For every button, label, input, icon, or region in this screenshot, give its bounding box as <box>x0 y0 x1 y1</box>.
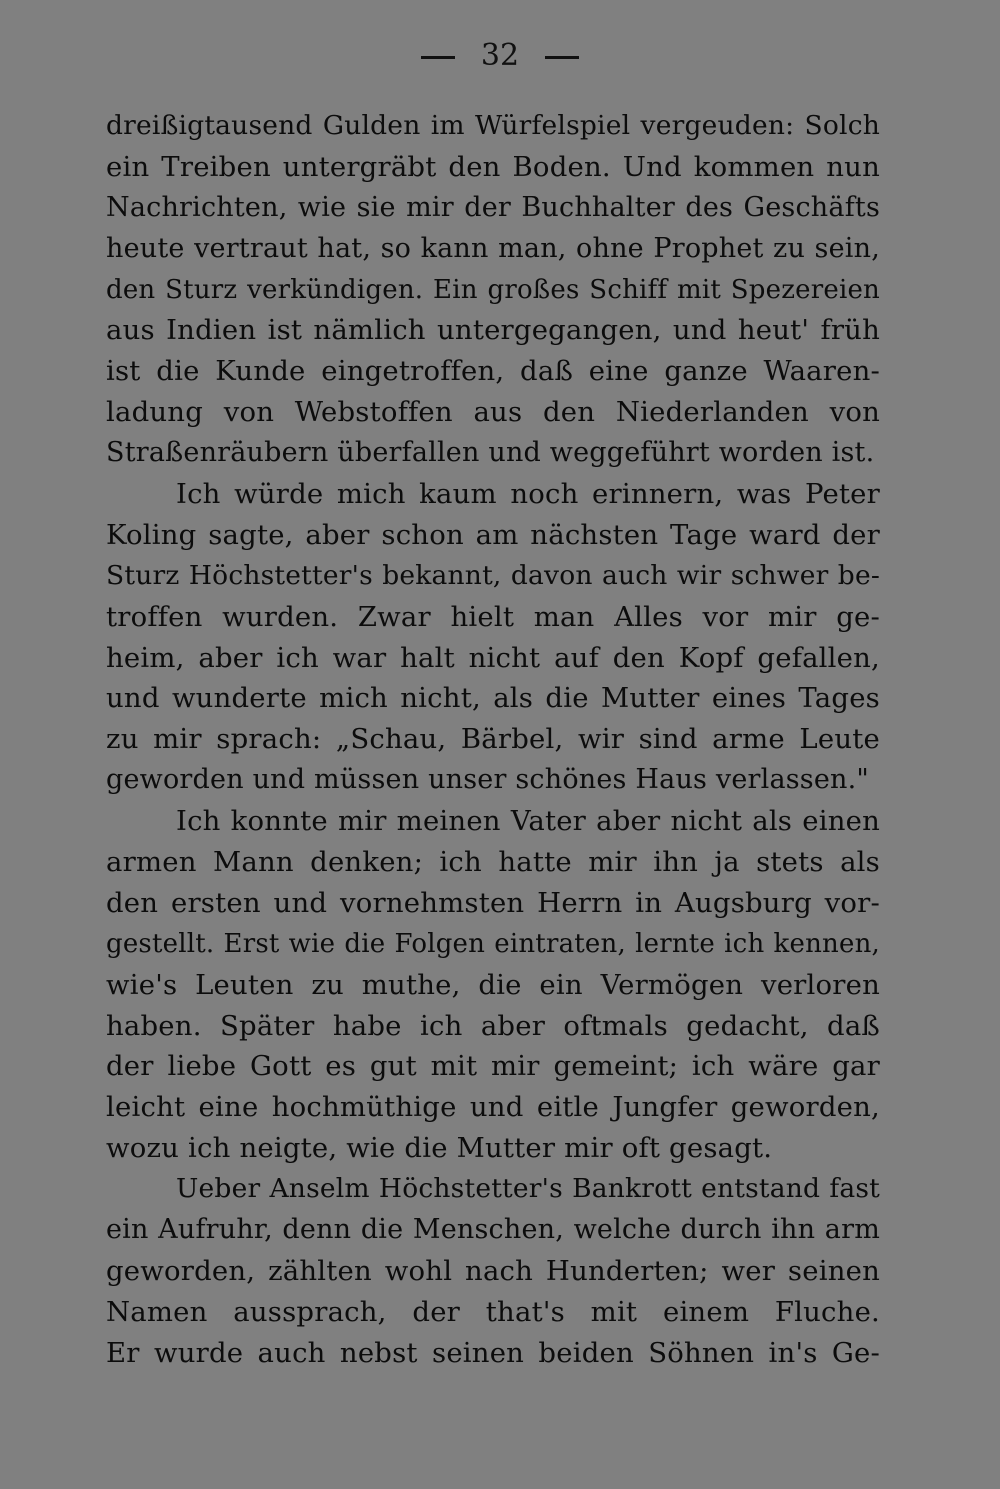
text-line: geworden und müssen unser schönes Haus verlassen." <box>106 764 870 796</box>
page-number-header <box>0 38 1000 74</box>
text-line: dreißigtausend Gulden im Würfelspiel vergeuden: Solch <box>106 110 880 141</box>
text-line: heim, aber ich war halt nicht auf den Kopf gefallen, <box>106 641 880 674</box>
text-line: den Sturz verkündigen. Ein großes Schiff mit Spezereien <box>106 274 880 305</box>
text-line: zu mir sprach: „Schau, Bärbel, wir sind arme Leute <box>106 723 880 756</box>
text-line: haben. Später habe ich aber oftmals gedacht, daß <box>106 1009 880 1042</box>
text-line: Er wurde auch nebst seinen beiden Söhnen in's Ge- <box>106 1336 880 1369</box>
text-line: armen Mann denken; ich hatte mir ihn ja stets als <box>106 846 880 879</box>
text-line: Namen aussprach, der that's mit einem Fluche. <box>106 1295 880 1328</box>
text-line: gestellt. Erst wie die Folgen eintraten, lernte ich kennen, <box>106 928 880 959</box>
text-line: Ich konnte mir meinen Vater aber nicht als einen <box>176 805 880 838</box>
text-line: ist die Kunde eingetroffen, daß eine ganze Waaren- <box>106 355 880 388</box>
text-line: Sturz Höchstetter's bekannt, davon auch wir schwer be- <box>106 559 880 591</box>
text-line: Nachrichten, wie sie mir der Buchhalter des Geschäfts <box>106 191 880 223</box>
text-line: Ueber Anselm Höchstetter's Bankrott entstand fast <box>176 1173 880 1205</box>
text-line: heute vertraut hat, so kann man, ohne Prophet zu sein, <box>106 232 880 264</box>
text-line: ein Treiben untergräbt den Boden. Und kommen nun <box>106 150 880 183</box>
text-line: ladung von Webstoffen aus den Niederlanden von <box>106 396 880 429</box>
text-line: den ersten und vornehmsten Herrn in Augsburg vor- <box>106 886 880 919</box>
left-dash <box>421 56 455 59</box>
text-line: und wunderte mich nicht, als die Mutter eines Tages <box>106 682 880 715</box>
body-text <box>106 106 880 1374</box>
text-line: der liebe Gott es gut mit mir gemeint; ich wäre gar <box>106 1050 880 1083</box>
text-line: leicht eine hochmüthige und eitle Jungfer geworden, <box>106 1091 880 1124</box>
text-line: troffen wurden. Zwar hielt man Alles vor mir ge- <box>106 600 880 633</box>
text-line: Ich würde mich kaum noch erinnern, was Peter <box>176 478 880 511</box>
text-line: aus Indien ist nämlich untergegangen, und heut' früh <box>106 314 880 347</box>
text-line: wozu ich neigte, wie die Mutter mir oft gesagt. <box>106 1132 773 1165</box>
page-number: 32 <box>480 38 520 73</box>
right-dash <box>545 56 579 59</box>
text-line: ein Aufruhr, denn die Menschen, welche durch ihn arm <box>106 1214 880 1246</box>
text-line: wie's Leuten zu muthe, die ein Vermögen verloren <box>106 968 880 1001</box>
text-line: geworden, zählten wohl nach Hunderten; wer seinen <box>106 1254 880 1287</box>
text-line: Straßenräubern überfallen und weggeführt worden ist. <box>106 437 875 469</box>
text-line: Koling sagte, aber schon am nächsten Tage ward der <box>106 518 880 551</box>
